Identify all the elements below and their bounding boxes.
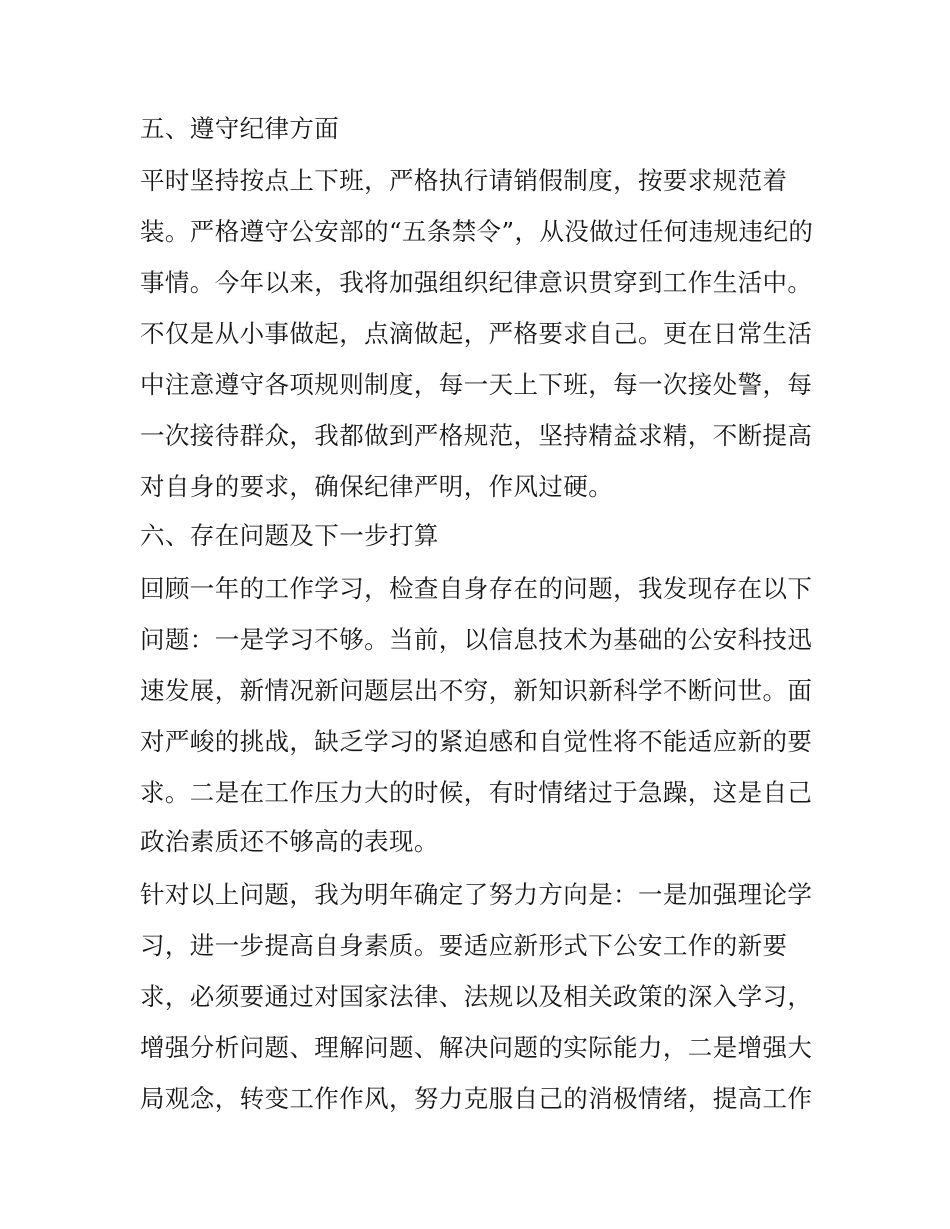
- text-line: 平时坚持按点上下班，严格执行请销假制度，按要求规范着: [140, 166, 788, 195]
- text-line: 对自身的要求，确保纪律严明，作风过硬。: [140, 472, 614, 501]
- text-line: 针对以上问题，我为明年确定了努力方向是：一是加强理论学: [140, 880, 813, 909]
- text-line: 一次接待群众，我都做到严格规范，坚持精益求精，不断提高: [140, 421, 813, 450]
- text-line: 装。严格遵守公安部的“五条禁令”，从没做过任何违规违纪的: [140, 217, 814, 246]
- text-line: 习，进一步提高自身素质。要适应新形式下公安工作的新要: [140, 931, 788, 960]
- text-line: 求，必须要通过对国家法律、法规以及相关政策的深入学习，: [140, 982, 813, 1011]
- text-line: 回顾一年的工作学习，检查自身存在的问题，我发现存在以下: [140, 574, 813, 603]
- text-line: 增强分析问题、理解问题、解决问题的实际能力，二是增强大: [140, 1033, 813, 1062]
- text-line: 对严峻的挑战，缺乏学习的紧迫感和自觉性将不能适应新的要: [140, 727, 813, 756]
- text-line: 局观念，转变工作作风，努力克服自己的消极情绪，提高工作: [140, 1084, 813, 1113]
- text-line: 求。二是在工作压力大的时候，有时情绪过于急躁，这是自己: [140, 778, 813, 807]
- text-line: 政治素质还不够高的表现。: [140, 827, 439, 856]
- text-line: 问题：一是学习不够。当前，以信息技术为基础的公安科技迅: [140, 625, 813, 654]
- text-line: 中注意遵守各项规则制度，每一天上下班，每一次接处警，每: [140, 370, 813, 399]
- text-line: 速发展，新情况新问题层出不穷，新知识新科学不断问世。面: [140, 676, 813, 705]
- text-line: 事情。今年以来，我将加强组织纪律意识贯穿到工作生活中。: [140, 268, 813, 297]
- text-line: 不仅是从小事做起，点滴做起，严格要求自己。更在日常生活: [140, 319, 813, 348]
- heading-section-5: 五、遵守纪律方面: [140, 114, 340, 143]
- heading-section-6: 六、存在问题及下一步打算: [140, 521, 439, 550]
